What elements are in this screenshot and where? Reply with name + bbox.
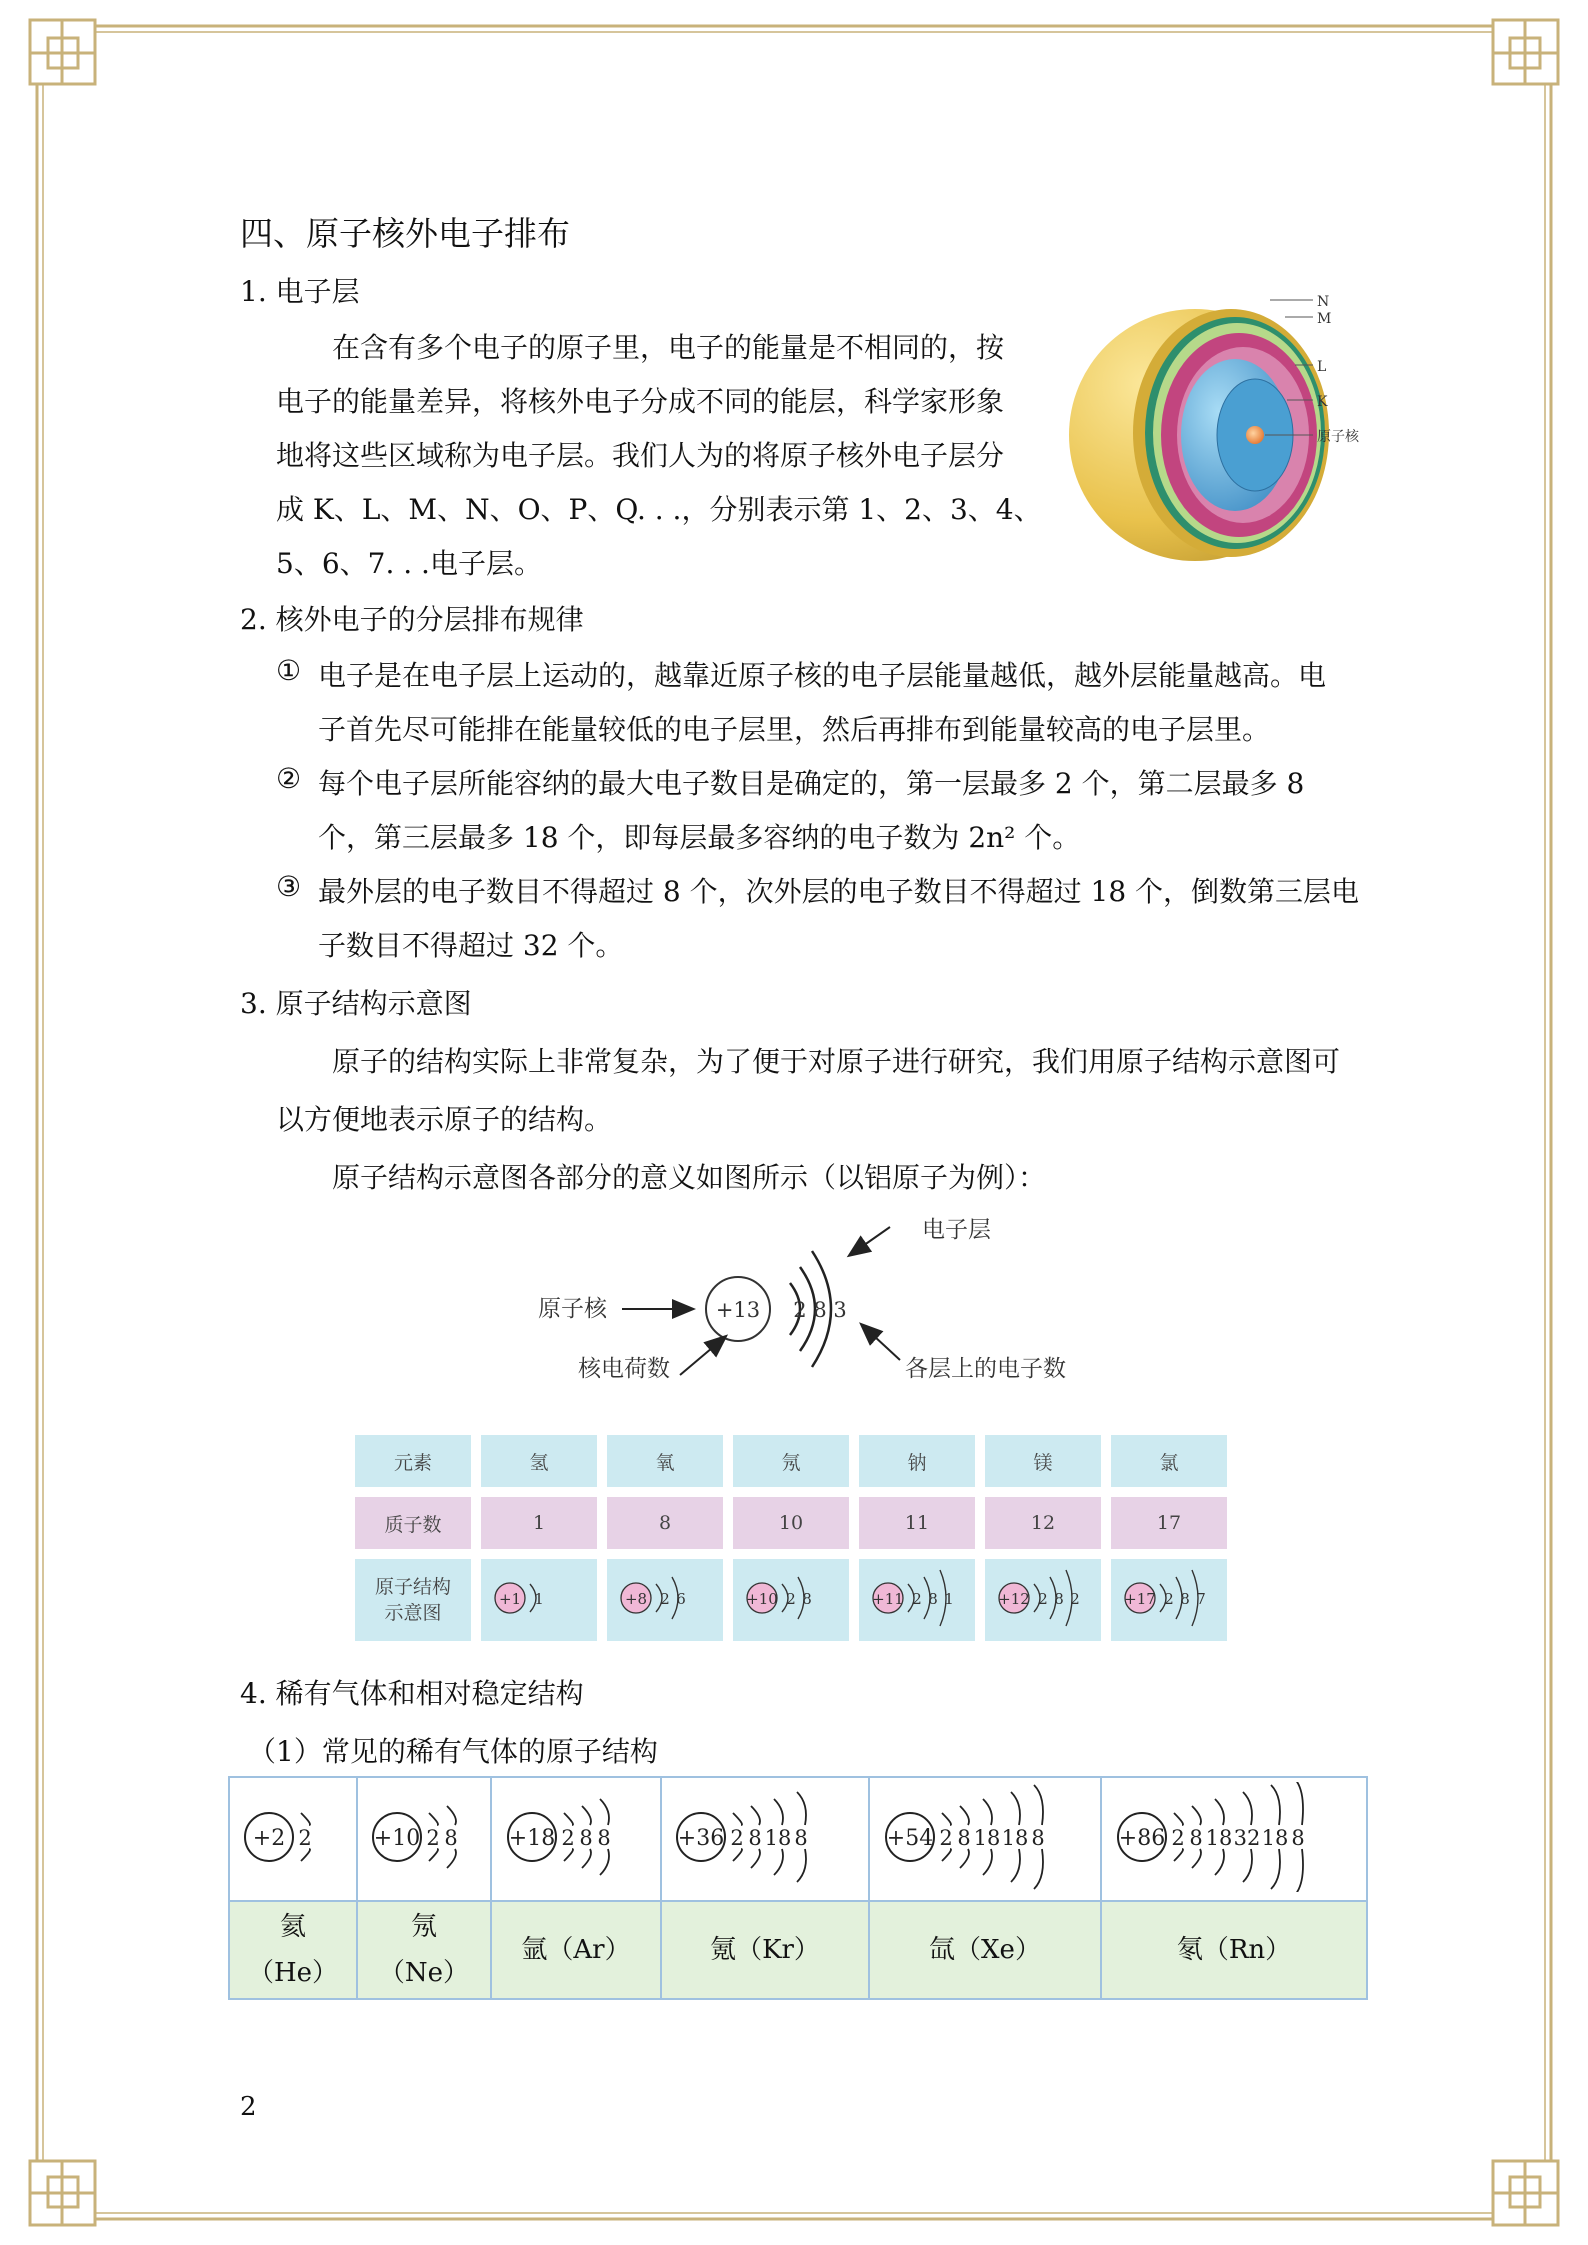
gas-name-cell: 氩（Ar）: [491, 1901, 661, 1999]
shell-label: 电子层: [922, 1217, 991, 1243]
shell-arc: [1294, 1849, 1303, 1892]
element-diagram-cell: [1111, 1559, 1227, 1641]
noble-gas-diagram-row: [229, 1777, 1367, 1901]
rule-1-mark: ①: [276, 654, 302, 687]
shell-electron-count: 2: [912, 1589, 922, 1608]
row-label-element: 元素: [355, 1435, 471, 1487]
table-row-protons: [355, 1497, 1227, 1549]
element-diagram: [988, 1562, 1098, 1634]
row-label-diagram-line-2: 示意图: [384, 1602, 442, 1624]
shell-electron-count: 1: [944, 1589, 954, 1608]
element-diagram: [736, 1562, 846, 1634]
sub3-title: 原子结构示意图: [275, 987, 472, 1020]
shell-arc: [1294, 1782, 1303, 1825]
shell-electron-count: 2: [561, 1826, 575, 1850]
shell-electron-count: 2: [786, 1589, 796, 1608]
label-k: K: [1317, 394, 1328, 410]
shell-arc: [942, 1849, 951, 1861]
proton-count: 8: [607, 1497, 723, 1549]
shell-electron-count: 2: [1171, 1826, 1185, 1850]
label-nucleus: 原子核: [1317, 429, 1359, 445]
sub2-title: 核外电子的分层排布规律: [275, 603, 584, 636]
gas-name-cell: [357, 1901, 491, 1999]
sub1-number: 1.: [240, 275, 267, 308]
sub1-para-line-3: 地将这些区域称为电子层。我们人为的将原子核外电子层分: [276, 439, 1005, 472]
nucleus-charge: +12: [998, 1589, 1030, 1608]
corner-ornament-br: [1493, 2161, 1558, 2225]
row-label-diagram-line-1: 原子结构: [374, 1576, 451, 1598]
sub4-title: 稀有气体和相对稳定结构: [275, 1677, 584, 1710]
rule-1-line-2: 子首先尽可能排在能量较低的电子层里，然后再排布到能量较高的电子层里。: [318, 713, 1271, 746]
shell-arc: [600, 1799, 609, 1825]
shell-electron-count: 8: [597, 1826, 611, 1850]
proton-count: 10: [733, 1497, 849, 1549]
shell-electron-count: 2: [939, 1826, 953, 1850]
shell-arc: [447, 1806, 456, 1825]
sub1-para-line-1: 在含有多个电子的原子里，电子的能量是不相同的，按: [332, 331, 1005, 364]
shell-arc: [751, 1849, 760, 1868]
shell-arc: [797, 1849, 806, 1882]
shell-arc: [582, 1849, 591, 1868]
sub3-heading: [240, 982, 472, 1022]
element-diagram-cell: [985, 1559, 1101, 1641]
element-diagram: [1114, 1562, 1224, 1634]
count-label: 各层上的电子数: [905, 1356, 1066, 1382]
shell-electron-count: 32: [1233, 1826, 1261, 1850]
shell-arc: [429, 1849, 438, 1861]
shell-arc: [1243, 1849, 1252, 1882]
table-row-diagram: [355, 1559, 1227, 1641]
shell-arc: [1011, 1849, 1020, 1882]
shell-arc: [447, 1849, 456, 1868]
sub3-para-line-3: 原子结构示意图各部分的意义如图所示（以铝原子为例）：: [332, 1161, 1047, 1194]
shell-electron-count: 8: [794, 1826, 808, 1850]
shell-electron-count: 2: [1164, 1589, 1174, 1608]
element-name: 氖: [733, 1435, 849, 1487]
shell-electron-count: 8: [748, 1826, 762, 1850]
sub1-heading: [240, 270, 360, 310]
shell-arc: [1174, 1813, 1183, 1825]
shell-arc: [429, 1813, 438, 1825]
nucleus-label: 原子核: [538, 1296, 607, 1322]
row-label-protons: 质子数: [355, 1497, 471, 1549]
section-title: 四、原子核外电子排布: [240, 214, 570, 253]
gas-diagram-cell: [357, 1777, 491, 1901]
shell-electron-count: 2: [730, 1826, 744, 1850]
proton-count: 1: [481, 1497, 597, 1549]
sub3-para-line-1: 原子的结构实际上非常复杂，为了便于对原子进行研究，我们用原子结构示意图可: [332, 1045, 1341, 1078]
shell-arc: [733, 1813, 742, 1825]
gas-diagram: [665, 1782, 865, 1892]
shell-arc: [301, 1813, 310, 1825]
shell-arc: [983, 1799, 992, 1825]
sub1-para-line-5: 5、6、7. . .电子层。: [276, 547, 542, 580]
element-diagram-cell: [481, 1559, 597, 1641]
nucleus-charge: +86: [1118, 1826, 1166, 1851]
nucleus-charge: +10: [746, 1589, 778, 1608]
gas-diagram: [874, 1782, 1096, 1892]
gas-diagram: [233, 1782, 353, 1892]
proton-count: 17: [1111, 1497, 1227, 1549]
sub4-number: 4.: [240, 1677, 267, 1710]
shell-electron-count: 18: [764, 1826, 792, 1850]
shell-arc: [600, 1849, 609, 1875]
shell-arc: [1011, 1792, 1020, 1825]
shell-arc: [1215, 1849, 1224, 1875]
gas-diagram-cell: [1101, 1777, 1367, 1901]
noble-gas-name-row: [229, 1901, 1367, 1999]
element-diagram-cell: [859, 1559, 975, 1641]
sub1-title: 电子层: [275, 275, 360, 308]
shell-electron-count: 8: [928, 1589, 938, 1608]
shell-electron-count: 8: [444, 1826, 458, 1850]
rule-2-mark: ②: [276, 762, 302, 795]
proton-count: 11: [859, 1497, 975, 1549]
shell-arc: [797, 1792, 806, 1825]
nucleus-charge: +18: [508, 1826, 556, 1851]
shell-arc: [733, 1849, 742, 1861]
shell-electron-count: 2: [1038, 1589, 1048, 1608]
nucleus-charge: +10: [373, 1826, 421, 1851]
gas-symbol: （He）: [247, 1958, 339, 1988]
nucleus-charge: +36: [677, 1826, 725, 1851]
element-name: 氯: [1111, 1435, 1227, 1487]
nucleus: [1246, 426, 1264, 444]
shell-arc: [301, 1849, 310, 1861]
shell-arc: [774, 1799, 783, 1825]
shell-arc: [1271, 1849, 1280, 1889]
shell-arc: [1174, 1849, 1183, 1861]
sub4-heading: [240, 1672, 584, 1712]
gas-diagram-cell: [869, 1777, 1101, 1901]
aluminium-structure-diagram: [520, 1205, 1100, 1395]
shell-electron-count: 18: [1261, 1826, 1289, 1850]
rule-1-line-1: 电子是在电子层上运动的，越靠近原子核的电子层能量越低，越外层能量越高。电: [318, 659, 1327, 692]
element-name: 氧: [607, 1435, 723, 1487]
shell-electron-count: 8: [1031, 1826, 1045, 1850]
sub3-para-line-2: 以方便地表示原子的结构。: [276, 1103, 613, 1136]
element-name: 氢: [481, 1435, 597, 1487]
nucleus-charge: +54: [886, 1826, 934, 1851]
shell-electron-count: 1: [534, 1589, 544, 1608]
gas-name-cell: 氙（Xe）: [869, 1901, 1101, 1999]
shell-arc: [960, 1849, 969, 1868]
shell-arc: [1192, 1806, 1201, 1825]
shell-arc: [751, 1806, 760, 1825]
nucleus-charge: +2: [252, 1826, 286, 1851]
rule-2-line-1: 每个电子层所能容纳的最大电子数目是确定的，第一层最多 2 个，第二层最多 8: [318, 767, 1305, 800]
nucleus-charge: +1: [498, 1589, 522, 1608]
sub4-subtitle: （1）常见的稀有气体的原子结构: [248, 1735, 658, 1768]
gas-diagram: [1106, 1782, 1362, 1892]
gas-diagram: [496, 1782, 656, 1892]
shell-electron-count: 18: [1001, 1826, 1029, 1850]
shell-electron-count: 7: [1196, 1589, 1206, 1608]
sub2-heading: [240, 598, 584, 638]
rule-3-mark: ③: [276, 870, 302, 903]
element-diagram-cell: [607, 1559, 723, 1641]
nucleus-charge: +11: [872, 1589, 904, 1608]
corner-ornament-tr: [1493, 20, 1558, 84]
label-l: L: [1317, 359, 1327, 375]
atom-shell-figure: [1055, 285, 1375, 585]
proton-count: 12: [985, 1497, 1101, 1549]
shell-arc: [1271, 1785, 1280, 1825]
row-label-diagram: [355, 1559, 471, 1641]
gas-name: 氖: [410, 1912, 437, 1942]
sub3-number: 3.: [240, 987, 267, 1020]
shell-electron-count: 18: [1205, 1826, 1233, 1850]
shell-arc: [774, 1849, 783, 1875]
rule-2-line-2: 个，第三层最多 18 个，即每层最多容纳的电子数为 2n² 个。: [318, 821, 1081, 854]
rule-3-line-1: 最外层的电子数目不得超过 8 个，次外层的电子数目不得超过 18 个，倒数第三层电: [318, 875, 1360, 908]
gas-symbol: （Ne）: [378, 1958, 470, 1988]
label-m: M: [1317, 311, 1332, 327]
shell-arc: [1034, 1785, 1043, 1825]
shell-electron-count: 6: [676, 1589, 686, 1608]
shell-arc: [1192, 1849, 1201, 1868]
rule-3-line-2: 子数目不得超过 32 个。: [318, 929, 624, 962]
label-n: N: [1317, 294, 1330, 310]
gas-name-cell: 氡（Rn）: [1101, 1901, 1367, 1999]
corner-ornament-bl: [30, 2161, 95, 2225]
gas-diagram-cell: [229, 1777, 357, 1901]
gas-diagram-cell: [491, 1777, 661, 1901]
gas-name: 氦: [279, 1912, 306, 1942]
sub1-para-line-2: 电子的能量差异，将核外电子分成不同的能层，科学家形象: [276, 385, 1005, 418]
gas-name-cell: [229, 1901, 357, 1999]
gas-diagram: [361, 1782, 487, 1892]
shell-electron-count: 8: [1291, 1826, 1305, 1850]
element-name: 钠: [859, 1435, 975, 1487]
element-diagram: [862, 1562, 972, 1634]
gas-name-cell: 氪（Kr）: [661, 1901, 869, 1999]
shell-arc: [1034, 1849, 1043, 1889]
shell-electron-count: 8: [802, 1589, 812, 1608]
shell-electron-count: 8: [1189, 1826, 1203, 1850]
table-row-element: [355, 1435, 1227, 1487]
shell-arc: [1243, 1792, 1252, 1825]
shell-electron-count: 8: [579, 1826, 593, 1850]
shell-arc: [564, 1849, 573, 1861]
element-diagram-cell: [733, 1559, 849, 1641]
page-number: 2: [240, 2092, 257, 2122]
shell-electron-count: 8: [957, 1826, 971, 1850]
nucleus-charge: +17: [1124, 1589, 1156, 1608]
shell-arc: [564, 1813, 573, 1825]
noble-gas-table: [228, 1776, 1368, 2000]
sub1-para-line-4: 成 K、L、M、N、O、P、Q. . .，分别表示第 1、2、3、4、: [276, 493, 1042, 526]
shell-arc: [960, 1806, 969, 1825]
shell-electron-count: 18: [973, 1826, 1001, 1850]
shell-electron-count: 2: [1070, 1589, 1080, 1608]
shell-arc: [582, 1806, 591, 1825]
element-diagram: [484, 1562, 594, 1634]
shell-electron-count: 2: [660, 1589, 670, 1608]
nucleus-charge: +8: [624, 1589, 648, 1608]
corner-ornament-tl: [30, 20, 95, 84]
shell-arc: [942, 1813, 951, 1825]
shell-arc: [983, 1849, 992, 1875]
element-diagram: [610, 1562, 720, 1634]
shell-arc: [1215, 1799, 1224, 1825]
element-structure-table: [345, 1425, 1237, 1651]
al-electrons: 2 8 3: [793, 1298, 847, 1322]
element-name: 镁: [985, 1435, 1101, 1487]
shell-electron-count: 2: [298, 1826, 312, 1850]
al-charge: +13: [715, 1298, 761, 1322]
shell-electron-count: 8: [1054, 1589, 1064, 1608]
charge-label: 核电荷数: [578, 1356, 670, 1382]
shell-electron-count: 8: [1180, 1589, 1190, 1608]
gas-diagram-cell: [661, 1777, 869, 1901]
shell-electron-count: 2: [426, 1826, 440, 1850]
sub2-number: 2.: [240, 603, 267, 636]
